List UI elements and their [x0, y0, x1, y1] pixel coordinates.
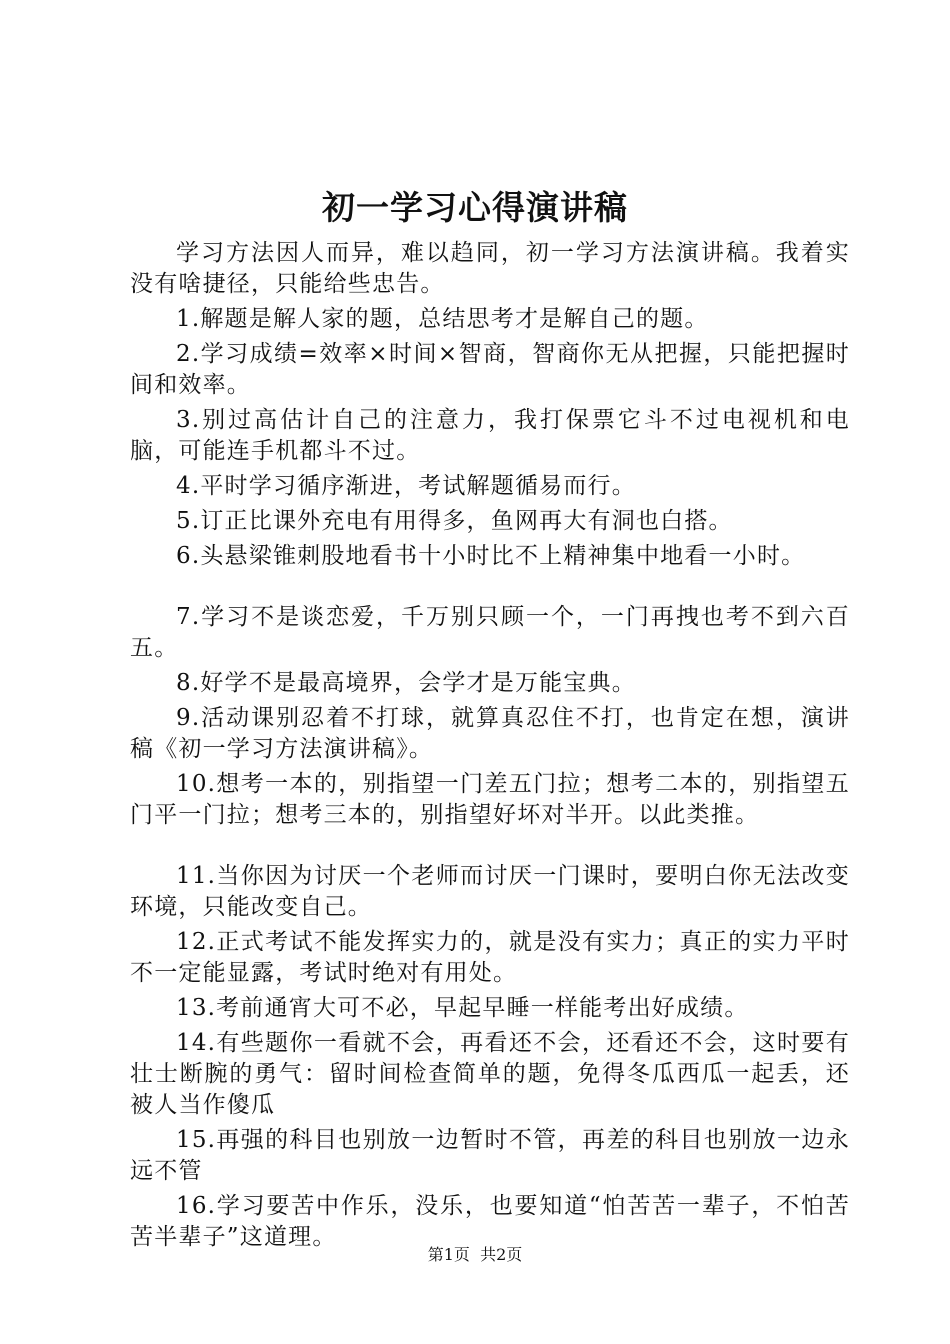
- paragraph-11: 11.当你因为讨厌一个老师而讨厌一门课时，要明白你无法改变环境，只能改变自己。: [130, 863, 850, 920]
- paragraph-6: 6.头悬梁锥刺股地看书十小时比不上精神集中地看一小时。: [176, 543, 806, 569]
- document-body: [130, 238, 850, 1253]
- paragraph-16: 16.学习要苦中作乐，没乐，也要知道“怕苦苦一辈子，不怕苦苦半辈子”这道理。: [130, 1193, 850, 1250]
- page-footer: [0, 1243, 950, 1267]
- paragraph-9: 9.活动课别忍着不打球，就算真忍住不打，也肯定在想，演讲稿《初一学习方法演讲稿》。: [130, 705, 850, 762]
- page-number: 第1页: [427, 1245, 470, 1264]
- paragraph-13: 13.考前通宵大可不必，早起早睡一样能考出好成绩。: [176, 995, 749, 1021]
- paragraph-15: 15.再强的科目也别放一边暂时不管，再差的科目也别放一边永远不管: [130, 1127, 850, 1184]
- paragraph-7: 7.学习不是谈恋爱，千万别只顾一个，一门再拽也考不到六百五。: [130, 604, 850, 661]
- document-title: 初一学习心得演讲稿: [322, 188, 628, 227]
- paragraph-3: 3.别过高估计自己的注意力，我打保票它斗不过电视机和电脑，可能连手机都斗不过。: [130, 407, 850, 464]
- paragraph-1: 1.解题是解人家的题，总结思考才是解自己的题。: [176, 306, 709, 332]
- paragraph-14: 14.有些题你一看就不会，再看还不会，还看还不会，这时要有壮士断腕的勇气：留时间检查简单的题，免得冬瓜西瓜一起丢，还被人当作傻瓜: [130, 1030, 850, 1118]
- paragraph-5: 5.订正比课外充电有用得多，鱼网再大有洞也白搭。: [176, 508, 733, 534]
- paragraph-12: 12.正式考试不能发挥实力的，就是没有实力；真正的实力平时不一定能显露，考试时绝对有用处。: [130, 929, 850, 986]
- page-total: 共2页: [480, 1245, 523, 1264]
- paragraph-intro: 学习方法因人而异，难以趋同，初一学习方法演讲稿。我着实没有啥捷径，只能给些忠告。: [130, 240, 850, 297]
- paragraph-4: 4.平时学习循序渐进，考试解题循易而行。: [176, 473, 636, 499]
- paragraph-2: 2.学习成绩=效率×时间×智商，智商你无从把握，只能把握时间和效率。: [130, 341, 850, 398]
- paragraph-8: 8.好学不是最高境界，会学才是万能宝典。: [176, 670, 636, 696]
- paragraph-10: 10.想考一本的，别指望一门差五门拉；想考二本的，别指望五门平一门拉；想考三本的，别指望好坏对半开。以此类推。: [130, 771, 850, 828]
